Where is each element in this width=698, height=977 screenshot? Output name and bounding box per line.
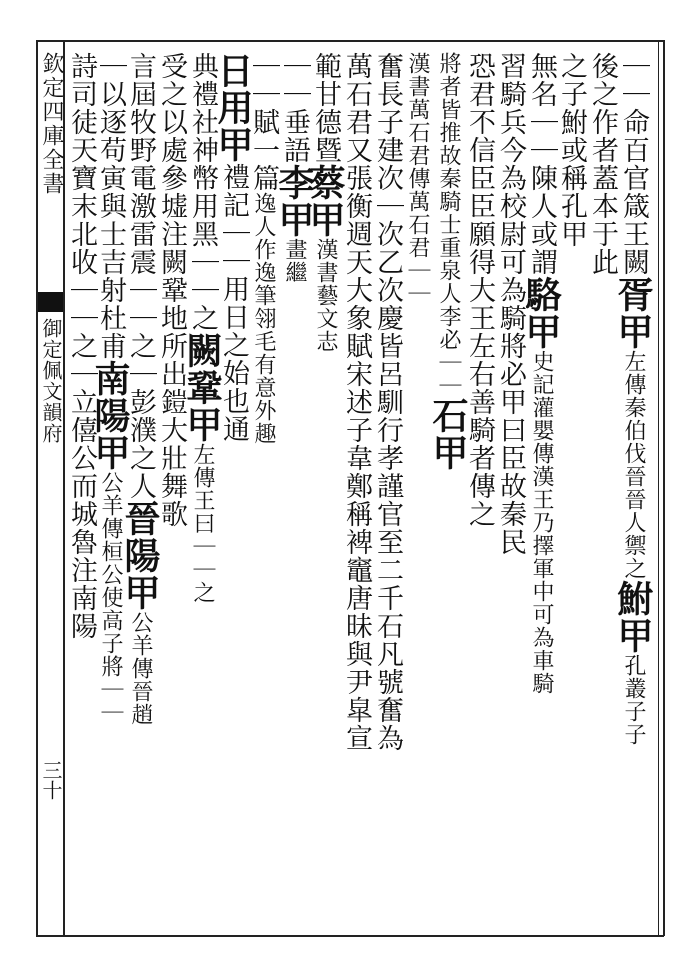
page-frame-right [663,40,665,936]
text-column-4 [520,52,562,695]
text-column-7 [427,52,469,471]
annotation: 左傳王曰｜｜之 [190,443,215,604]
headword-luo-jia: 駱甲 [520,276,562,350]
headword-li-jia: 李甲 [273,164,315,238]
headword-ri-yong-jia: 日用甲 [212,52,254,163]
text-column-5 [495,52,525,556]
headword-nan-yang-jia: 南陽甲 [89,360,131,471]
annotation: 漢書藝文志 [313,238,338,353]
text-column-9 [372,52,402,752]
spine-sub-title: 御定佩文韻府 [39,318,63,444]
column-text: 萬石君又張衡週天大象賦宋述子韋鄭稱裨竈唐昧與尹皐宣 [341,52,372,752]
page-frame-right-inner [658,40,659,936]
text-column-1 [612,52,654,746]
text-column-10 [341,52,371,752]
column-text: 典禮社神幣用黑｜｜之 [187,52,218,332]
annotation: 史記灌嬰傳漢王乃擇軍中可為車騎 [529,350,554,695]
headword-fu-jia: 鮒甲 [612,580,654,654]
text-column-2 [587,52,617,276]
annotation: 將者皆推故秦騎士重泉人李必｜｜ [436,52,461,397]
text-column-8 [402,52,432,305]
spine-book-title: 欽定四庫全書 [39,52,64,196]
column-text: 之子鮒或稱孔甲 [556,52,587,248]
text-column-15 [181,52,223,604]
spine-page-number: 三十 [39,760,63,800]
annotation: 漢書萬石君 [405,52,430,167]
page-frame-bottom [36,935,664,937]
text-column-3 [556,52,586,248]
annotation: 公羊傳晉趙 [128,611,153,726]
spine-fishtail-mark [38,292,63,312]
annotation: 傳萬石君｜｜ [405,167,430,305]
column-text: ｜｜垂語 [279,52,310,164]
text-column-19 [66,52,96,640]
column-text: 之｜立僖公而城魯注南陽 [66,332,97,640]
column-text: 言屆牧野電激雷震｜｜之｜彭濮之人 [125,52,156,500]
headword-jin-yang-jia: 晉陽甲 [119,500,161,611]
annotation: 公羊傳桓公使高子將｜｜ [98,471,123,724]
headword-que-gong-jia: 闕鞏甲 [181,332,223,443]
annotation: 左傳秦伯伐晉晉人禦之 [621,350,646,580]
page-frame-top [36,40,664,42]
text-column-18 [89,52,131,724]
column-text: 詩司徒天寶末北收｜｜ [66,52,97,332]
column-text: 無名｜｜陳人或謂 [526,52,557,276]
column-text: 奮長子建次｜次乙次慶皆呂馴行孝謹官至二千石凡號奮為 [372,52,403,752]
text-column-16 [156,52,186,528]
column-text: ｜｜賦一篇 [248,52,279,192]
column-text: 後之作者蓋本于此 [587,52,618,276]
annotation: 逸人作逸筆翎毛有意外趣 [251,192,276,445]
column-text: 恐君不信臣臣願得大王左右善騎者傳之 [464,52,495,528]
annotation: 畫繼 [282,238,307,284]
headword-xu-jia: 胥甲 [612,276,654,350]
annotation: 孔叢子子 [621,654,646,746]
headword-shi-jia: 石甲 [427,397,469,471]
headword-ji-jia: 蔡甲 [304,164,346,238]
text-column-12 [273,52,315,284]
column-text: 受之以處參墟注闕鞏地所出鎧大壯舞歌 [156,52,187,528]
column-text: ｜以逐苟寅與士吉射杜甫 [95,52,126,360]
column-text: ｜｜命百官箴王闕 [618,52,649,276]
column-text: 習騎兵今為校尉可為騎將必甲曰臣故秦民 [495,52,526,556]
column-text: 禮記｜｜用日之始也通 [218,163,249,443]
column-text: 範甘德暨 [310,52,341,164]
